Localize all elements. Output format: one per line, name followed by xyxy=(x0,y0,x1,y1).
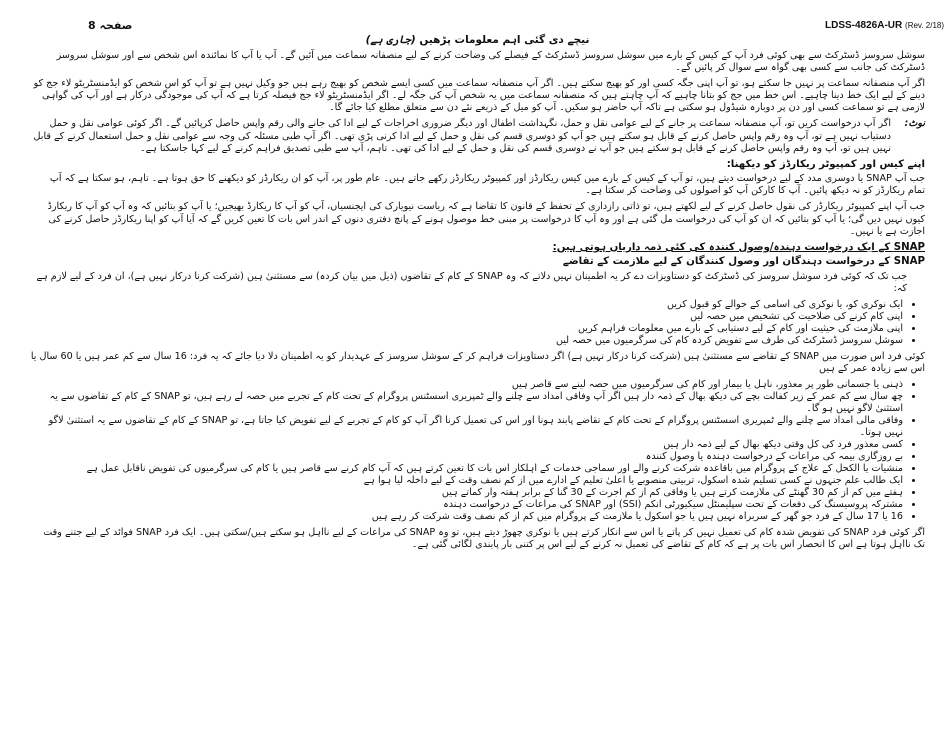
list-item: • سوشل سروسز ڈسٹرکٹ کی طرف سے تفویض کردہ کام کی سرگرمیوں میں حصہ لیں xyxy=(30,335,903,347)
note-block xyxy=(30,118,925,154)
note-text: اگر آپ درخواست کریں تو، آپ منصفانہ سماعت پر جانے کے لیے عوامی نقل و حمل، نگہداشت اطفال اور دیگر ضروری اخراجات کے لیے ادا کی جانے والی رقم واپس حاصل کرپائیں گے۔ اگر کوئی عوامی نقل و حمل دستیاب نہیں ہے تو، آپ وہ رقم واپس حاصل کرنے کے قابل ہو سکتے ہیں جو آپ کو دوسری قسم کی نقل و حمل کے لیے ادا کرنی پڑی تھی۔ اگر آپ طبی مسئلہ کی وجہ سے عوامی نقل و حمل استعمال کرنے کے قابل نہیں ہیں تو، آپ وہ رقم واپس حاصل کرنے کے قابل ہو سکتے ہیں جو آپ نے دوسری قسم کی نقل و حمل کے لیے ادا کی تھی۔ تاہم، آپ سے طبی تصدیق فراہم کرنے کے لیے کہا جاسکتا ہے۔ xyxy=(33,118,891,154)
list-item: • ایک طالب علم جنہوں نے کسی تسلیم شدہ اسکول، تربیتی منصوبے یا اعلیٰ تعلیم کے ادارے میں از کم نصف وقت کے لیے داخلہ لیا ہوا ہے xyxy=(30,475,903,487)
hearing-paragraph-2: اگر آپ منصفانہ سماعت پر نہیں جا سکتے ہو، تو آپ اپنی جگہ کسی اور کو بھیج سکتے ہیں۔ اگر آپ منصفانہ سماعت میں کسی ایسے شخص کو بھیج رہے ہیں جو وکیل نہیں ہے تو آپ کو اس شخص کو ایڈمنسٹریٹو لاء جج کو دینے کے لیے ایک خط دینا چاہیے۔ اس خط میں جج کو بتانا چاہیے کہ آپ چاہتے ہیں کہ منصفانہ سماعت میں یہ شخص آپ کی جگہ لے۔ اگر ایڈمنسٹریٹو لاء جج فیصلہ کرتا ہے کہ آپ کی موجودگی درکار ہے اور آپ کی گواہی لازمی ہے تو سماعت کسی اور دن پر دوبارہ شیڈول ہو سکتی ہے تاکہ آپ حاضر ہو سکیں۔ آپ کو میل کے ذریعے نئے دن سے متعلق مطلع کیا جائے گا۔ xyxy=(33,78,925,114)
sanction-paragraph: اگر کوئی فرد SNAP کی تفویض شدہ کام کی تعمیل نہیں کر پاتے یا اس سے انکار کرتے ہیں یا نوکری چھوڑ دیتے ہیں، تو وہ SNAP کی مراعات کے لیے نااہل ہو سکتے ہیں/سکتی ہیں۔ ایک فرد SNAP فوائد کے لیے جتنے وقت تک نااہل ہوتا ہے اس کا انحصار اس بات پر ہے کہ کام کے تقاضے کی تعمیل نہ کرنے کے لیے اس پر کتنی بار پابندی لگائی گئی ہے۔ xyxy=(43,527,925,551)
snap-duties-heading: SNAP کے ایک درخواست دہندہ/وصول کنندہ کی کئی ذمہ داریاں ہوتی ہیں: xyxy=(552,241,925,253)
title-main: نیچے دی گئی اہم معلومات پڑھیں xyxy=(419,34,590,46)
title-suffix: (جاری ہے) xyxy=(365,34,416,46)
form-identifier xyxy=(825,20,944,31)
snap-work-requirements-heading: SNAP کے درخواست دہندگان اور وصول کنندگان کے لیے ملازمت کے تقاضے xyxy=(562,256,925,268)
records-heading: اپنے کیس اور کمپیوٹر ریکارڈز کو دیکھنا: xyxy=(726,158,925,170)
page-title xyxy=(30,34,925,46)
work-requirements-intro: جب تک کہ کوئی فرد سوشل سروسز کی ڈسٹرکٹ کو دستاویزات دے کر یہ اطمینان نہیں دلاتے کہ وہ SNAP کے کام کے تقاضوں (ذیل میں بیان کردہ) سے مستثنیٰ ہیں (شرکت کرنا درکار نہیں ہے)، ان فرد کے لیے لازم ہے کہ: xyxy=(36,270,907,294)
form-revision: (Rev. 2/18) xyxy=(905,21,945,30)
list-item: • مشترکہ پروسیسنگ کی دفعات کے تحت سپلیمنٹل سیکیورٹی انکم (SSI) اور SNAP کی مراعات کے درخواست دہندہ xyxy=(30,499,903,511)
list-item: • کسی معذور فرد کی کل وقتی دیکھ بھال کے لیے ذمہ دار ہیں xyxy=(30,439,903,451)
records-paragraph-2: جب آپ اپنے کمپیوٹر ریکارڈز کی نقول حاصل کرنے کے لیے لکھتے ہیں، تو ذاتی رازداری کے تحفظ کے قانون کا تقاضا ہے کہ ریاست نیویارک کی ایجنسیاں، آپ کو آپ کا ریکارڈ بھیجیں؛ یا آپ کو بتائیں کہ وہ آپ کو آپ کا ریکارڈ کیوں نہیں دیں گی؛ یا آپ کو بتائیں کہ ان کو آپ کی درخواست مل گئی ہے اور وہ آپ کا درخواست پر مبنی خط موصول ہونے کے پانچ دفتری دنوں کے اندر اس بات کا تعین کریں گے کہ آیا آپ کو اپنا ریکارڈز حاصل کرنے کی اجازت ہے یا نہیں۔ xyxy=(47,201,925,237)
exemptions-list xyxy=(30,379,925,523)
note-label: نوٹ: xyxy=(904,118,925,130)
list-item: • منشیات یا الکحل کے علاج کے پروگرام میں باقاعدہ شرکت کرنے والے اور سماجی خدمات کے اہلکار اس بات کا تعین کرتے ہیں کہ آپ کام کرنے سے قاصر ہیں یا کام کی سرگرمیوں کی تفویض ناقابل عمل ہے xyxy=(30,463,903,475)
list-item: • وفاقی مالی امداد سے چلنے والے ٹمپریری اسسٹنس پروگرام کے تحت کام کے تقاضے پابند ہونا اور اس کی تعمیل کرنا اگر آپ کو کام کے تجربے کے لیے تفویض کیا جاتا ہے، تو SNAP کے کام کے تقاضوں سے یہ استثنیٰ لاگو نہیں ہوتا۔ xyxy=(30,415,903,439)
page-number: صفحہ 8 xyxy=(88,19,133,32)
list-item: • بے روزگاری بیمہ کی مراعات کے درخواست دہندہ یا وصول کنندہ xyxy=(30,451,903,463)
list-item: • 16 یا 17 سال کے فرد جو گھر کے سربراہ نہیں ہیں یا جو اسکول یا ملازمت کے پروگرام میں کم از کم نصف وقت شرکت کر رہے ہیں xyxy=(30,511,903,523)
exemptions-intro: کوئی فرد اس صورت میں SNAP کے تقاضے سے مستثنیٰ ہیں (شرکت کرنا درکار نہیں ہے) اگر دستاویزات فراہم کر کے سوشل سروسز کے عہدیدار کو یہ اطمینان دلا دیا جائے کہ یہ فرد: 16 سال سے کم عمر ہیں یا 60 سال یا اس سے زیادہ عمر کے ہیں xyxy=(30,350,925,374)
list-item: • اپنی کام کرنے کی صلاحیت کی تشخیص میں حصہ لیں xyxy=(30,311,903,323)
page-header xyxy=(30,14,945,34)
list-item: • اپنی ملازمت کی حیثیت اور کام کے لیے دستیابی کے بارے میں معلومات فراہم کریں xyxy=(30,323,903,335)
records-paragraph-1: جب آپ SNAP یا دوسری مدد کے لیے درخواست دیتے ہیں، تو آپ کے کیس کے بارے میں کیس ریکارڈز اور کمپیوٹر ریکارڈز رکھے جاتے ہیں۔ عام طور پر، آپ کو ان ریکارڈز کو دیکھنے کا حق ہوتا ہے۔ تاہم، ہو سکتا ہے کہ آپ تمام ریکارڈز کو نہ دیکھ پائیں۔ آپ کا کارکن آپ کو اصولوں کی وضاحت کر سکتا ہے۔ xyxy=(49,173,925,197)
hearing-paragraph-1: سوشل سروسز ڈسٹرکٹ سے بھی کوئی فرد آپ کے کیس کے بارے میں سوشل سروسز ڈسٹرکٹ کے فیصلے کی وضاحت کرنے کے لیے منصفانہ سماعت میں آئیں گے۔ آپ یا آپ کا نمائندہ اس شخص سے اور سوشل سروسز ڈسٹرکٹ کی جانب سے کسی بھی گواہ سے سوال کر پائیں گے۔ xyxy=(56,50,925,74)
list-item: • ذہنی یا جسمانی طور پر معذور، ناہل یا بیمار اور کام کی سرگرمیوں میں حصہ لینے سے قاصر ہیں xyxy=(30,379,903,391)
list-item: • چھ سال سے کم عمر کے زیر کفالت بچے کی دیکھ بھال کے ذمہ دار ہیں اگر آپ وفاقی امداد سے چلنے والے ٹمپریری اسسٹنس پروگرام کے تحت کام کے تجربے میں حصہ لے رہے ہیں، تو SNAP کے کام کے تقاضوں سے یہ استثنیٰ لاگو نہیں ہو گا۔ xyxy=(30,391,903,415)
list-item: • ہفتے میں کم از کم 30 گھنٹے کی ملازمت کرتے ہیں یا وفاقی کم از کم اجرت کے 30 گنا کے برابر ہفتہ وار کماتے ہیں xyxy=(30,487,903,499)
list-item: • ایک نوکری کو، یا نوکری کی اسامی کے حوالے کو قبول کریں xyxy=(30,299,903,311)
work-requirements-list xyxy=(30,299,925,347)
form-id-code: LDSS-4826A-UR xyxy=(825,20,903,31)
document-page xyxy=(30,14,945,555)
